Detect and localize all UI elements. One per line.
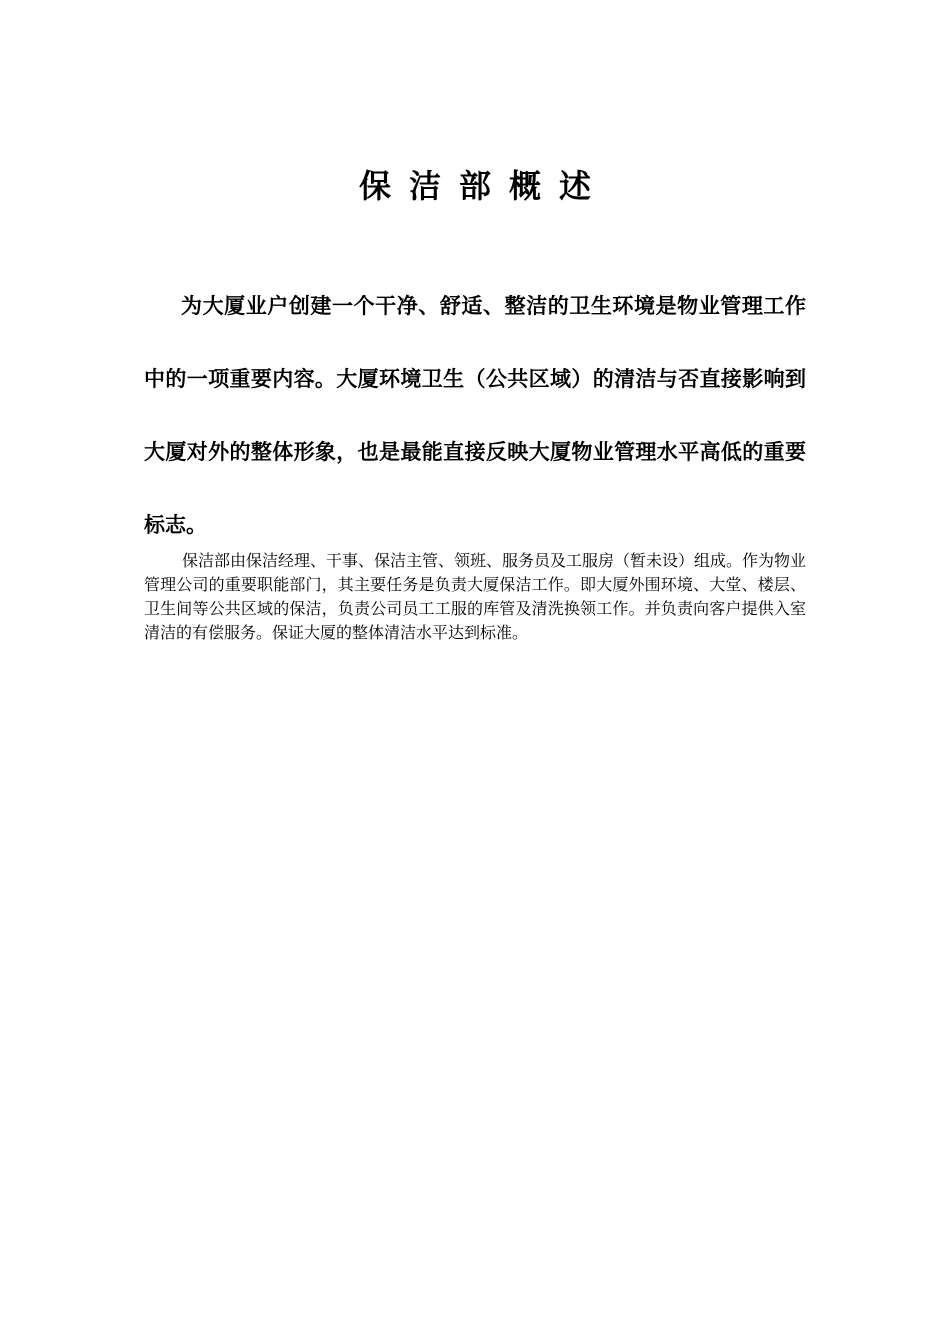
body-paragraph: 保洁部由保洁经理、干事、保洁主管、领班、服务员及工服房（暂未设）组成。作为物业管理公司的重要职能部门，其主要任务是负责大厦保洁工作。即大厦外围环境、大堂、楼层、卫生间等公共区域的保洁，负责公司员工工服的库管及清洗换领工作。并负责向客户提供入室清洁的有偿服务。保证大厦的整体清洁水平达到标准。 (144, 551, 807, 642)
intro-paragraph: 为大厦业户创建一个干净、舒适、整洁的卫生环境是物业管理工作中的一项重要内容。大厦环境卫生（公共区域）的清洁与否直接影响到大厦对外的整体形象，也是最能直接反映大厦物业管理水平高低的重要标志。 (144, 294, 806, 537)
page-title: 保洁部概述 (358, 167, 609, 205)
